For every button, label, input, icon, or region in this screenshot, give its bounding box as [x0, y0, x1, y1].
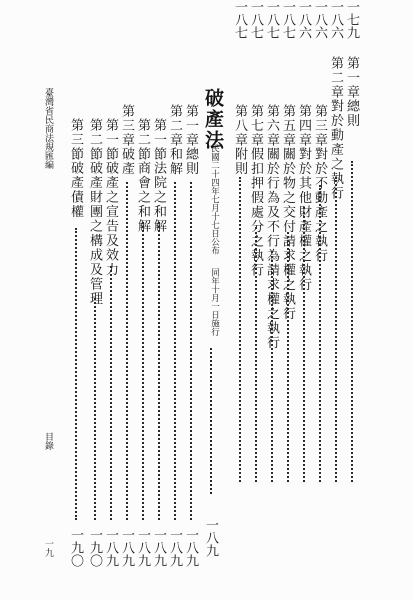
toc-dot-leader [319, 185, 321, 482]
toc-entry-title[interactable]: 破產 [119, 147, 134, 176]
promulgation-date: 民國二十四年七月十七日公布 [209, 144, 220, 255]
toc-page-number: 一七九 [344, 0, 359, 39]
toc-chapter-label: 第八章 [232, 104, 247, 148]
toc-page-number: 一九〇 [87, 528, 102, 567]
toc-entry-title[interactable]: 關於物之交付請求權之執行 [280, 147, 295, 321]
toc-entry-title[interactable]: 破產財團之構成及管理 [87, 161, 102, 306]
toc-chapter-label: 第一節 [151, 118, 166, 162]
toc-entry-title[interactable]: 商會之和解 [135, 161, 150, 234]
toc-dot-leader [158, 222, 160, 520]
toc-page-number: 一八七 [232, 0, 247, 39]
toc-dot-leader [351, 161, 353, 482]
toc-chapter-label: 第七章 [248, 104, 263, 148]
toc-dot-leader [142, 222, 144, 520]
toc-dot-leader [271, 251, 273, 482]
toc-chapter-label: 第二章 [167, 104, 182, 148]
book-title: 臺灣省民商法規匯編 [43, 88, 53, 169]
toc-page-number: 一八六 [328, 0, 343, 39]
toc-chapter-label: 第六章 [264, 104, 279, 148]
toc-chapter-label: 第一章 [183, 104, 198, 148]
toc-entry-title[interactable]: 假扣押假處分之執行 [248, 147, 263, 278]
law-title: 破產法 [202, 88, 224, 151]
toc-entry-title[interactable]: 對於不動產之執行 [312, 147, 327, 263]
toc-page-number: 一九〇 [68, 528, 83, 567]
toc-entry-title[interactable]: 對於其他財產權之執行 [296, 147, 311, 292]
toc-entry-title[interactable]: 法院之和解 [151, 161, 166, 234]
toc-entry-title[interactable]: 關於行為及不行為請求權之執行 [264, 147, 279, 350]
page-number: 一九 [43, 539, 53, 557]
toc-entry-title[interactable]: 總則 [183, 147, 198, 176]
toc-dot-leader [303, 207, 305, 482]
toc-dot-leader [239, 177, 241, 482]
toc-dot-leader [174, 182, 176, 520]
toc-chapter-label: 第四章 [296, 104, 311, 148]
toc-chapter-label: 第一節 [103, 118, 118, 162]
toc-dot-leader [94, 298, 96, 520]
toc-page-number: 一八七 [264, 0, 279, 39]
toc-page-number: 一八九 [167, 528, 182, 567]
toc-dot-leader [335, 177, 337, 482]
toc-page-number: 一八六 [296, 0, 311, 39]
toc-page-number: 一八六 [312, 0, 327, 39]
toc-dot-leader [75, 228, 77, 520]
toc-dot-leader [287, 232, 289, 482]
effective-date: 同年十月一日施行 [209, 268, 220, 336]
toc-page-number: 一八九 [119, 528, 134, 567]
toc-chapter-label: 第二章 [328, 56, 343, 100]
toc-dot-leader [126, 182, 128, 520]
toc-chapter-label: 第三節 [68, 118, 83, 162]
toc-chapter-label: 第二節 [135, 118, 150, 162]
toc-page-number: 一八九 [103, 528, 118, 567]
toc-chapter-label: 第三章 [119, 104, 134, 148]
toc-entry-title[interactable]: 和解 [167, 147, 182, 176]
toc-dot-leader [110, 266, 112, 520]
toc-page-number: 一八九 [135, 528, 150, 567]
toc-page-number: 一八九 [183, 528, 198, 567]
toc-chapter-label: 第三章 [312, 104, 327, 148]
toc-page-number: 一八七 [248, 0, 263, 39]
toc-chapter-label: 第二節 [87, 118, 102, 162]
toc-entry-title[interactable]: 對於動產之執行 [328, 99, 343, 201]
toc-dot-leader [190, 182, 192, 520]
section-label: 目錄 [43, 432, 53, 450]
toc-entry-title[interactable]: 附則 [232, 147, 247, 176]
toc-chapter-label: 第一章 [344, 56, 359, 100]
toc-dot-leader [255, 227, 257, 482]
law-title-leader [210, 348, 212, 494]
toc-page-number: 一八九 [151, 528, 166, 567]
toc-entry-title[interactable]: 破產之宣告及效力 [103, 161, 118, 277]
toc-chapter-label: 第五章 [280, 104, 295, 148]
toc-page-number: 一八七 [280, 0, 295, 39]
toc-entry-title[interactable]: 破產債權 [68, 161, 83, 219]
law-title-page: 一八九 [203, 518, 218, 557]
toc-entry-title[interactable]: 總則 [344, 99, 359, 128]
